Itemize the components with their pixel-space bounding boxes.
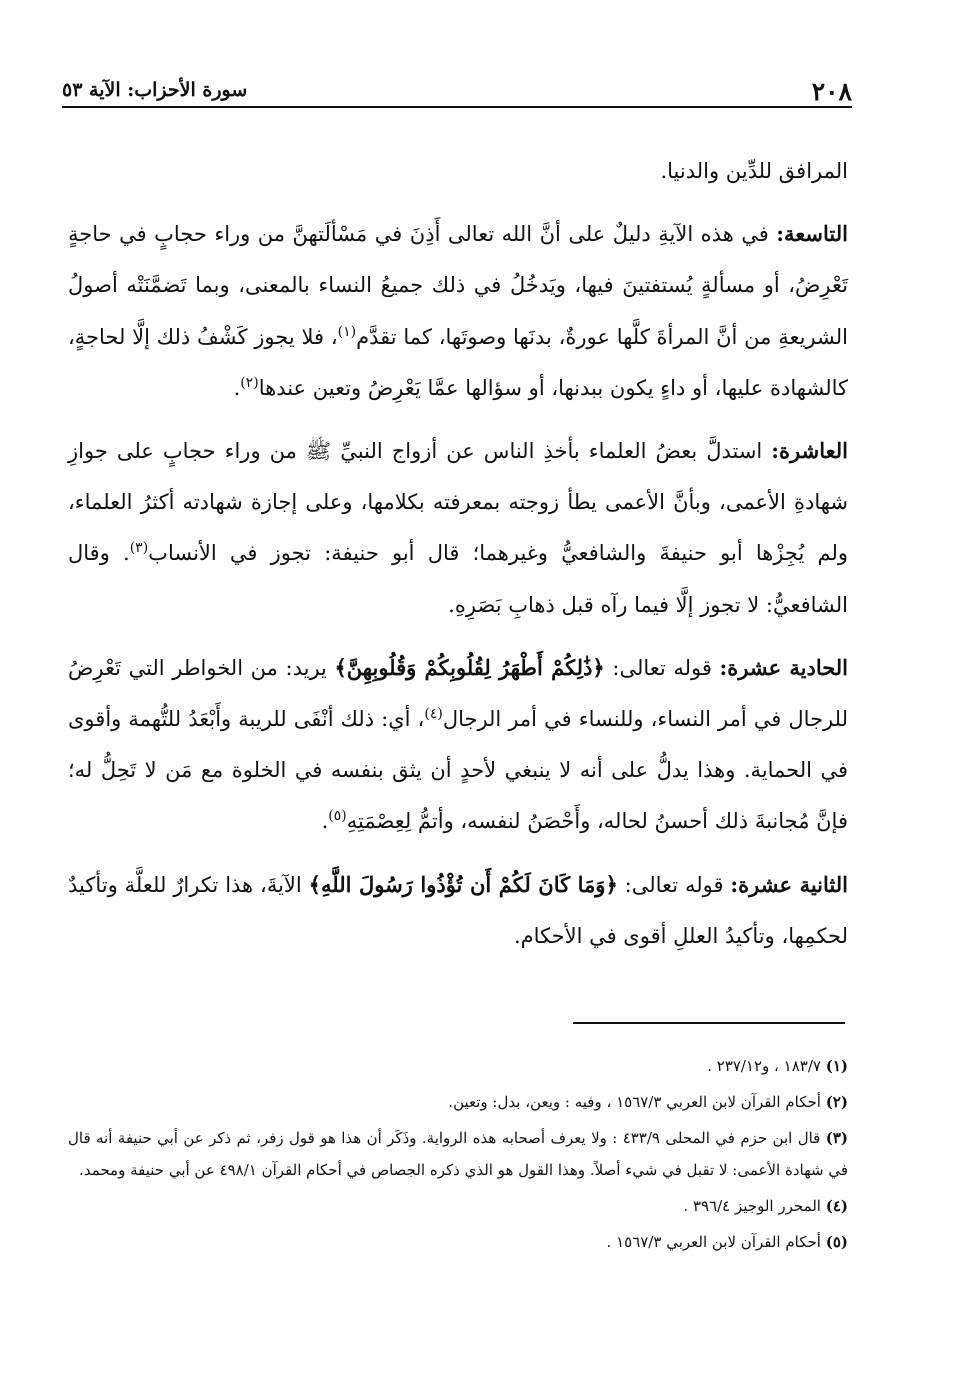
paragraph-text: ، فلا يجوز كَشْفُ ذلك إلَّا لحاجةٍ، كالشهادة عليها، أو داءٍ يكون ببدنها، أو سؤالها عمَّا يَعْرِضُ وتعين عندها	[68, 324, 848, 400]
quran-verse: ﴿ذَٰلِكُمْ أَطْهَرُ لِقُلُوبِكُمْ وَقُلُوبِهِنَّ﴾	[334, 654, 605, 680]
footnote-item	[68, 1190, 848, 1222]
paragraph-text: قوله تعالى:	[617, 872, 731, 897]
footnote-item	[68, 1050, 848, 1082]
section-heading: الحادية عشرة:	[719, 654, 848, 680]
footnote-number: (٣)	[825, 1129, 849, 1147]
footnote-number: (١)	[825, 1057, 848, 1075]
footnote-ref[interactable]: (١)	[337, 323, 357, 340]
paragraph-intro	[68, 146, 848, 197]
paragraph-twelfth	[68, 859, 848, 962]
section-heading: التاسعة:	[776, 221, 848, 247]
section-heading: الثانية عشرة:	[730, 871, 848, 897]
footnote-ref[interactable]: (٣)	[129, 540, 149, 557]
main-text	[68, 146, 848, 973]
footnote-number: (٥)	[825, 1233, 848, 1251]
paragraph-text: ، أي: ذلك أنْفَى للريبة وأَبْعَدُ للتُّهمة وأقوى في الحماية. وهذا يدلُّ على أنه لا ينبغي لأحدٍ أن يثق بنفسه في الخلوة مع مَن لا تَحِلُّ له؛ فإنَّ مُجانبةَ ذلك أحسنُ لحاله، وأَحْصَنُ لنفسه، وأتمُّ لِعِصْمَتِهِ	[68, 707, 848, 834]
footnote-text: المحرر الوجيز ٣٩٦/٤ .	[683, 1197, 826, 1215]
quran-verse: ﴿وَمَا كَانَ لَكُمْ أَن تُؤْذُوا رَسُولَ اللَّهِ﴾	[308, 871, 618, 897]
paragraph-text: الآيةَ، هذا تكرارٌ للعلَّة وتأكيدٌ لحكمِها، وتأكيدُ العللِ أقوى في الأحكام.	[68, 872, 848, 948]
footnote-text: قال ابن حزم في المحلى ٤٣٣/٩ : ولا يعرف أصحابه هذه الرواية. وذَكَر أن هذا هو قول زفر، ثم ذكر عن أبي حنيفة أنه قال في شهادة الأعمى: لا تقبل في شيء أصلاً. وهذا القول هو الذي ذكره الجصاص في أحكام القرآن ٤٩٨/١ عن أبي حنيفة ومحمد.	[68, 1129, 848, 1179]
footnote-item	[68, 1122, 848, 1186]
footnote-text: أحكام القرآن لابن العربي ١٥٦٧/٣ .	[606, 1233, 826, 1251]
paragraph-text: يريد: من الخواطر التي تَعْرِضُ للرجال في أمر النساء، وللنساء في أمر الرجال	[68, 655, 848, 732]
paragraph-text: استدلَّ بعضُ العلماء بأخذِ الناس عن أزواج النبيِّ ﷺ من وراء حجابٍ على جوازِ شهادةِ الأعمى، وبأنَّ الأعمى يطأ زوجته بمعرفته بكلامها، وعلى إجازة شهادته أكثرُ العلماء، ولم يُجِزْها أبو حنيفةَ والشافعيُّ وغيرهما؛ قال أبو حنيفة: تجوز في الأنساب	[68, 439, 849, 566]
footnote-divider	[573, 1022, 845, 1024]
page-header	[62, 60, 852, 104]
paragraph-ninth	[68, 208, 848, 414]
paragraph-tenth	[68, 425, 848, 631]
paragraph-text: . وقال الشافعيُّ: لا تجوز إلَّا فيما رآه قبل ذهابِ بَصَرِهِ.	[68, 541, 848, 617]
paragraph-text: .	[321, 809, 329, 834]
page-number: ٢٠٨	[811, 77, 852, 106]
footnote-ref[interactable]: (٢)	[240, 374, 259, 391]
paragraph-eleventh	[68, 642, 848, 848]
paragraph-text: قوله تعالى:	[604, 655, 720, 680]
running-title: سورة الأحزاب: الآية ٥٣	[62, 79, 248, 101]
footnote-number: (٢)	[825, 1093, 848, 1111]
paragraph-text: المرافق للدِّين والدنيا.	[660, 159, 848, 183]
footnotes	[68, 1050, 848, 1262]
footnote-ref[interactable]: (٤)	[424, 706, 443, 723]
footnote-number: (٤)	[825, 1197, 848, 1215]
header-divider	[62, 106, 852, 108]
section-heading: العاشرة:	[771, 438, 848, 464]
footnote-ref[interactable]: (٥)	[328, 808, 347, 825]
footnote-item	[68, 1226, 848, 1258]
paragraph-text: .	[233, 375, 241, 400]
footnote-item	[68, 1086, 848, 1118]
paragraph-text: في هذه الآيةِ دليلٌ على أنَّ الله تعالى أَذِنَ في مَسْألَتهنَّ من وراء حجابٍ في حاجةٍ تَعْرِضُ، أو مسألةٍ يُستفتينَ فيها، ويَدخُلُ في ذلك جميعُ النساء بالمعنى، وبما تَضمَّنَتْه أصولُ الشريعةِ من أنَّ المرأةَ كلَّها عورةٌ، بدنَها وصوتَها، كما تقدَّم	[68, 222, 849, 349]
footnote-text: أحكام القرآن لابن العربي ١٥٦٧/٣ ، وفيه : ويعن، بدل: وتعين.	[448, 1093, 826, 1111]
footnote-text: ١٨٣/٧ ، و٢٣٧/١٢ .	[707, 1057, 826, 1075]
